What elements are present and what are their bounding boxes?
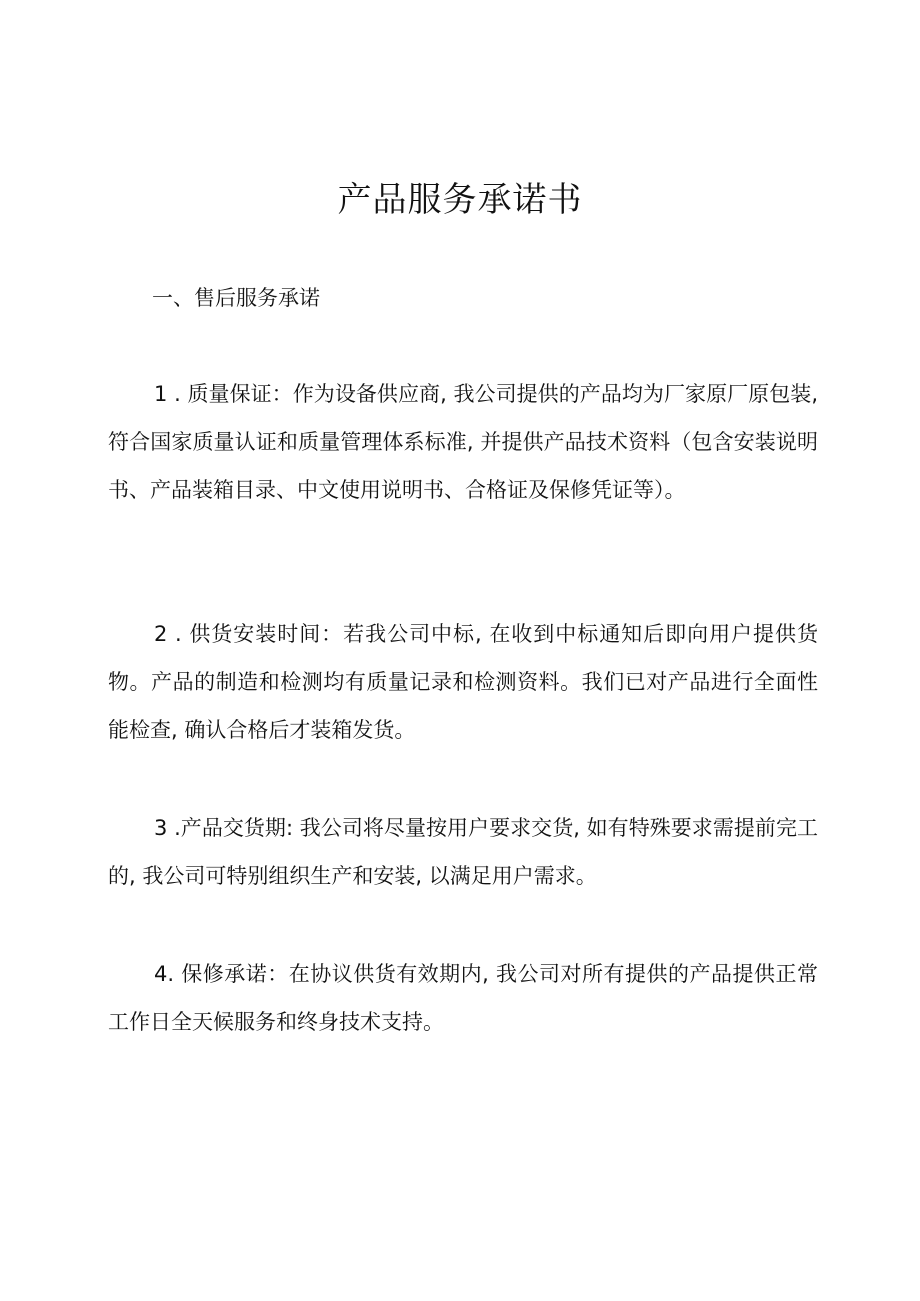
paragraph-delivery-installation: 2 . 供货安装时间：若我公司中标, 在收到中标通知后即向用户提供货物。产品的制造和检测均有质量记录和检测资料。我们已对产品进行全面性能检查, 确认合格后才装箱发货。 [108,622,818,742]
document-title: 产品服务承诺书 [337,180,583,220]
paragraph-warranty: 4. 保修承诺：在协议供货有效期内, 我公司对所有提供的产品提供正常工作日全天候服务和终身技术支持。 [108,962,818,1034]
section-heading: 一、售后服务承诺 [152,286,320,310]
paragraph-quality-guarantee: 1 . 质量保证：作为设备供应商, 我公司提供的产品均为厂家原厂原包装, 符合国家质量认证和质量管理体系标准, 并提供产品技术资料（包含安装说明书、产品装箱目录、中文使用说明书、合格证及保修凭证等）。 [108,382,818,502]
paragraph-delivery-period: 3 .产品交货期: 我公司将尽量按用户要求交货, 如有特殊要求需提前完工的, 我公司可特别组织生产和安装, 以满足用户需求。 [108,816,818,888]
